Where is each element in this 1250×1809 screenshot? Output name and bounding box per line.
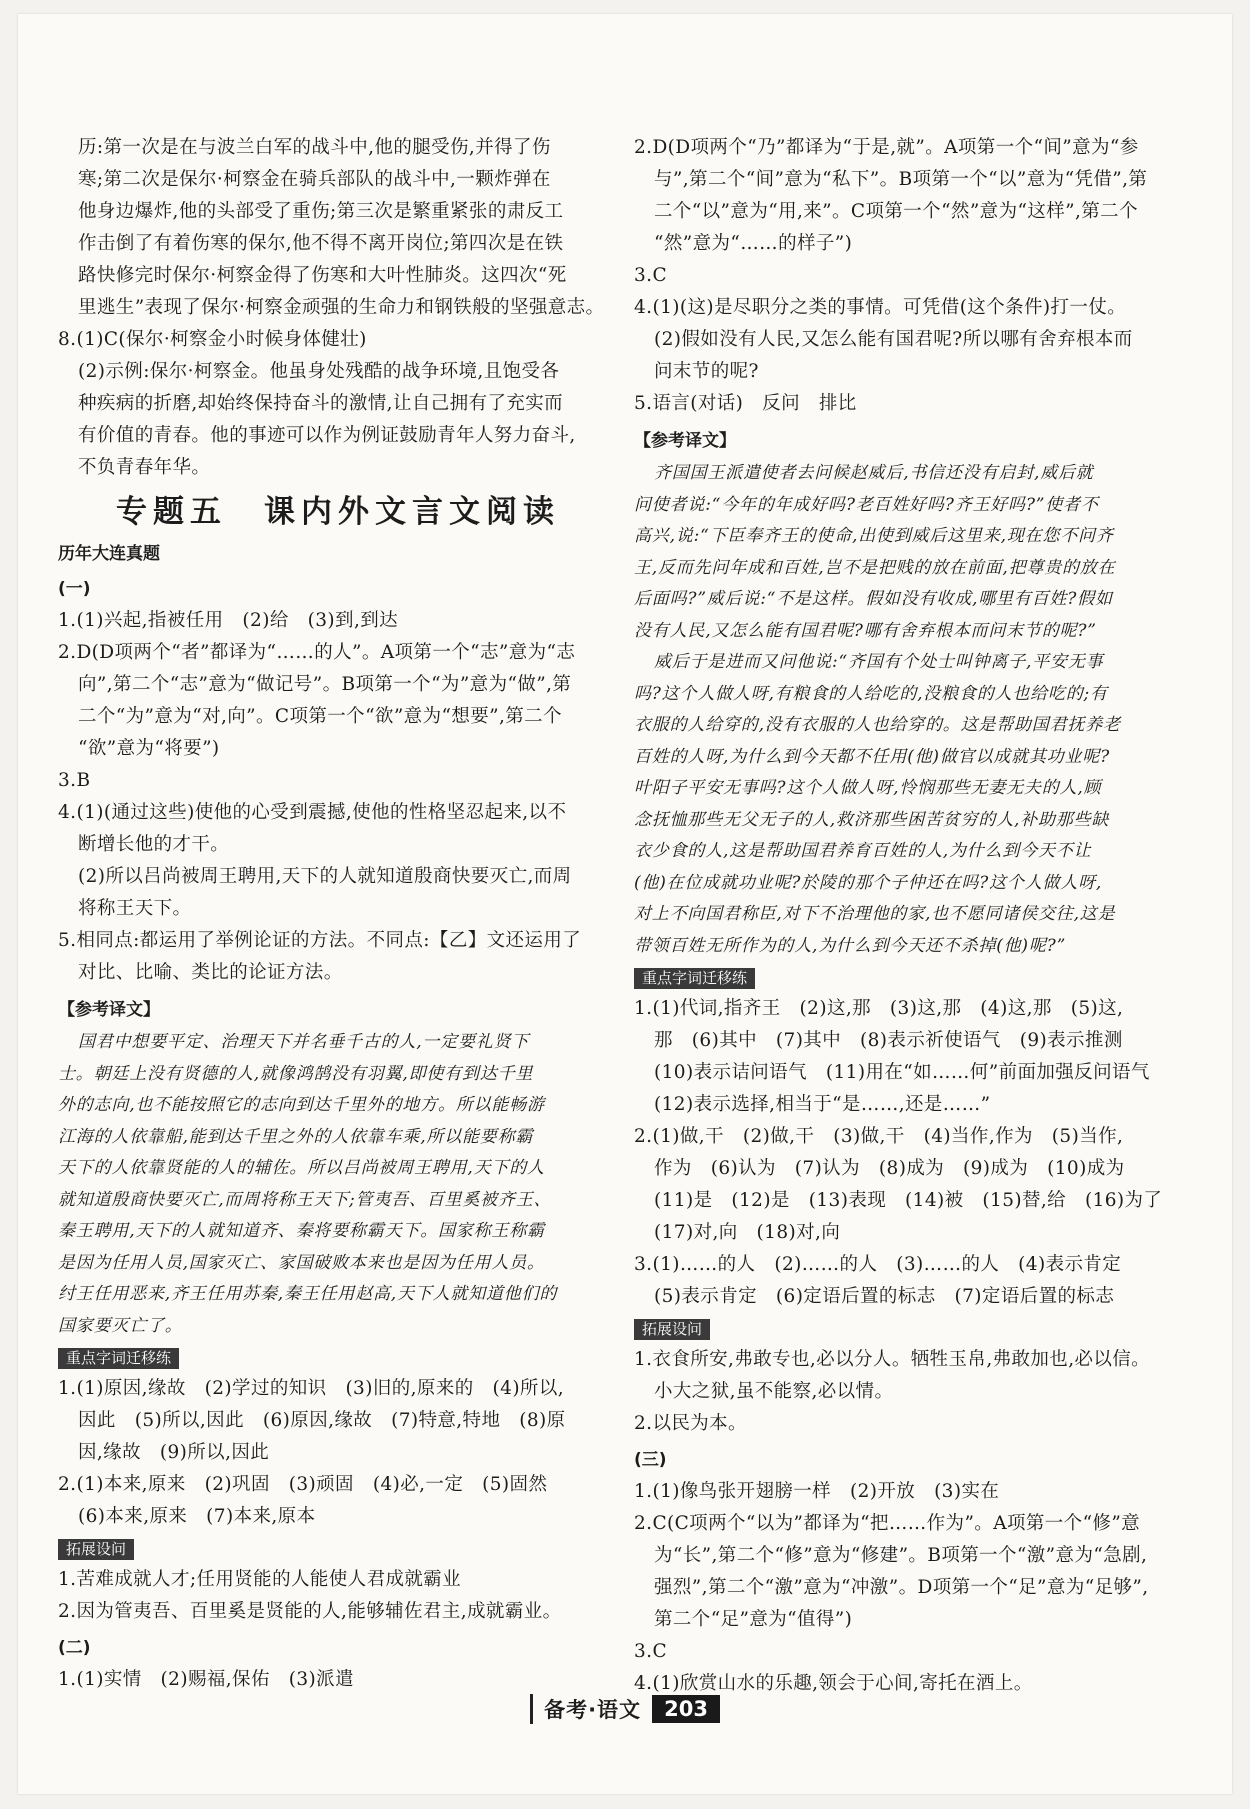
text-line: 二个“为”意为“对,向”。C项第一个“欲”意为“想要”,第二个 [78,706,562,727]
text-line: 小大之狱,虽不能察,必以情。 [654,1381,894,1402]
text-line: 因,缘故 (9)所以,因此 [78,1442,270,1463]
text-line: 没有人民,又怎么能有国君呢?哪有舍弃根本而问末节的呢?” [634,620,1097,641]
text-line: 是因为任用人员,国家灭亡、家国破败本来也是因为任用人员。 [58,1252,545,1273]
text-line: 2.D(D项两个“乃”都译为“于是,就”。A项第一个“间”意为“参 [634,137,1139,158]
text-line: 5.语言(对话) 反问 排比 [634,393,857,414]
extend-questions-2 [634,1344,1196,1440]
text-line: 1.(1)像鸟张开翅膀一样 (2)开放 (3)实在 [634,1481,1000,1502]
text-line: 4.(1)(通过这些)使他的心受到震撼,使他的性格坚忍起来,以不 [58,802,567,823]
text-line: 威后于是进而又问他说:“齐国有个处士叫钟离子,平安无事 [654,652,1104,672]
text-line: 强烈”,第二个“激”意为“冲激”。D项第一个“足”意为“足够”, [654,1577,1149,1598]
text-line: 对上不向国君称臣,对下不治理他的家,也不愿同诸侯交往,这是 [634,904,1116,924]
text-line: 问使者说:“今年的年成好吗?老百姓好吗?齐王好吗?”使者不 [634,494,1099,515]
text-line: 高兴,说:“下臣奉齐王的使命,出使到威后这里来,现在您不问齐 [634,526,1114,546]
text-line: 断增长他的才干。 [78,834,230,855]
text-line: 为“长”,第二个“修”意为“修建”。B项第一个“激”意为“急剧, [654,1545,1148,1566]
text-line: 2.C(C项两个“以为”都译为“把……作为”。A项第一个“修”意 [634,1513,1141,1534]
text-line: 1.苦难成就人才;任用贤能的人能使人君成就霸业 [58,1569,462,1590]
text-line: 历:第一次是在与波兰白军的战斗中,他的腿受伤,并得了伤 [78,137,551,158]
text-line: 3.C [634,1641,668,1662]
text-line: (17)对,向 (18)对,向 [654,1222,841,1243]
left-column [58,132,618,1696]
page-number: 203 [652,1695,720,1723]
text-line: 秦王聘用,天下的人就知道齐、秦将要称霸天下。国家称王称霸 [58,1221,545,1241]
key-words-practice-2 [634,993,1196,1313]
key-words-label: 重点字词迁移练 [634,968,755,989]
extend-question-label: 拓展设问 [58,1539,134,1560]
text-line: (12)表示选择,相当于“是……,还是……” [654,1094,991,1115]
text-line: (6)本来,原来 (7)本来,原本 [78,1506,316,1527]
text-line: 有价值的青春。他的事迹可以作为例证鼓励青年人努力奋斗, [78,425,576,446]
text-line: (11)是 (12)是 (13)表现 (14)被 (15)替,给 (16)为了 [654,1190,1163,1211]
text-line: 后面吗?”威后说:“不是这样。假如没有收成,哪里有百姓?假如 [634,589,1113,609]
text-line: 里逃生”表现了保尔·柯察金顽强的生命力和钢铁般的坚强意志。 [78,297,605,318]
text-line: 叶阳子平安无事吗?这个人做人呀,怜悯那些无妻无夫的人,顾 [634,778,1102,798]
answers-part-2 [634,132,1196,420]
text-line: 江海的人依靠船,能到达千里之外的人依靠车乘,所以能要称霸 [58,1126,534,1147]
text-line: 路快修完时保尔·柯察金得了伤寒和大叶性肺炎。这四次“死 [78,265,567,286]
extend-question-label: 拓展设问 [634,1319,710,1340]
key-words-practice-1 [58,1373,618,1533]
text-line: 2.D(D项两个“者”都译为“……的人”。A项第一个“志”意为“志 [58,642,576,663]
text-line: 1.(1)实情 (2)赐福,保佑 (3)派遣 [58,1669,354,1690]
text-line: 问末节的呢? [654,361,759,382]
text-line: 二个“以”意为“用,来”。C项第一个“然”意为“这样”,第二个 [654,201,1138,222]
text-line: 吗?这个人做人呀,有粮食的人给吃的,没粮食的人也给吃的;有 [634,683,1108,704]
text-line: 向”,第二个“志”意为“做记号”。B项第一个“为”意为“做”,第 [78,674,572,695]
text-line: 衣少食的人,这是帮助国君养育百姓的人,为什么到今天不让 [634,841,1092,861]
section-title: 专题五 课内外文言文阅读 [116,494,560,530]
text-line: 2.(1)做,干 (2)做,干 (3)做,干 (4)当作,作为 (5)当作, [634,1126,1124,1147]
text-line: 他身边爆炸,他的头部受了重伤;第三次是繁重紧张的肃反工 [78,201,564,222]
text-line: 2.因为管夷吾、百里奚是贤能的人,能够辅佐君主,成就霸业。 [58,1601,562,1622]
reference-translation-label: 【参考译文】 [58,1000,160,1020]
text-line: 3.C [634,265,668,286]
text-line: 就知道殷商快要灭亡,而周将称王天下;管夷吾、百里奚被齐王、 [58,1189,552,1210]
text-line: (2)假如没有人民,又怎么能有国君呢?所以哪有舍弃根本而 [654,329,1133,350]
text-line: (5)表示肯定 (6)定语后置的标志 (7)定语后置的标志 [654,1286,1115,1307]
reference-translation-1 [58,1027,618,1342]
part-heading: (一) [58,579,91,599]
text-line: 百姓的人呀,为什么到今天都不任用(他)做官以成就其功业呢? [634,746,1110,767]
text-line: “欲”意为“将要”) [78,738,220,759]
text-line: 作为 (6)认为 (7)认为 (8)成为 (9)成为 (10)成为 [654,1158,1125,1179]
text-line: 5.相同点:都运用了举例论证的方法。不同点:【乙】文还运用了 [58,930,582,951]
prev-answer-continuation [58,132,618,324]
text-line: 因此 (5)所以,因此 (6)原因,缘故 (7)特意,特地 (8)原 [78,1410,566,1431]
text-line: 念抚恤那些无父无子的人,救济那些困苦贫穷的人,补助那些缺 [634,809,1110,830]
text-line: 国家要灭亡了。 [58,1315,183,1336]
text-line: 3.(1)……的人 (2)……的人 (3)……的人 (4)表示肯定 [634,1254,1122,1275]
text-line: 带领百姓无所作为的人,为什么到今天还不杀掉(他)呢?” [634,935,1067,956]
key-words-label: 重点字词迁移练 [58,1348,179,1369]
extend-questions-1 [58,1564,618,1628]
text-line: 第二个“足”意为“值得”) [654,1609,853,1630]
text-line: (2)所以吕尚被周王聘用,天下的人就知道殷商快要灭亡,而周 [78,866,572,887]
text-line: 1.(1)兴起,指被任用 (2)给 (3)到,到达 [58,610,399,631]
answer-8 [58,324,618,484]
text-line: 8.(1)C(保尔·柯察金小时候身体健壮) [58,329,367,350]
right-column [634,132,1196,1700]
reference-translation-2 [634,458,1196,962]
reference-translation-label: 【参考译文】 [634,431,736,451]
text-line: 国君中想要平定、治理天下并名垂千古的人,一定要礼贤下 [78,1032,530,1052]
text-line: 天下的人依靠贤能的人的辅佐。所以吕尚被周王聘用,天下的人 [58,1158,545,1178]
text-line: 对比、比喻、类比的论证方法。 [78,962,343,983]
subsection-heading: 历年大连真题 [58,544,160,564]
text-line: 与”,第二个“间”意为“私下”。B项第一个“以”意为“凭借”,第 [654,169,1148,190]
text-line: (2)示例:保尔·柯察金。他虽身处残酷的战争环境,且饱受各 [78,361,560,382]
text-line: 王,反而先问年成和百姓,岂不是把贱的放在前面,把尊贵的放在 [634,557,1116,578]
text-line: 种疾病的折磨,却始终保持奋斗的激情,让自己拥有了充实而 [78,393,564,414]
text-line: 外的志向,也不能按照它的志向到达千里外的地方。所以能畅游 [58,1095,545,1115]
document-page [18,14,1232,1794]
footer-title: 备考·语文 [544,1698,642,1722]
text-line: “然”意为“……的样子”) [654,233,853,254]
text-line: 寒;第二次是保尔·柯察金在骑兵部队的战斗中,一颗炸弹在 [78,169,551,190]
text-line: 作击倒了有着伤寒的保尔,他不得不离开岗位;第四次是在铁 [78,233,564,254]
answers-part-1 [58,605,618,989]
text-line: 2.(1)本来,原来 (2)巩固 (3)顽固 (4)必,一定 (5)固然 [58,1474,548,1495]
text-line: 士。朝廷上没有贤德的人,就像鸿鹄没有羽翼,即使有到达千里 [58,1063,534,1084]
part-heading: (二) [58,1638,91,1658]
text-line: 3.B [58,770,91,791]
text-line: 齐国国王派遣使者去问候赵威后,书信还没有启封,威后就 [654,463,1094,483]
text-line: 4.(1)欣赏山水的乐趣,领会于心间,寄托在酒上。 [634,1673,1033,1694]
text-line: (10)表示诘问语气 (11)用在“如……何”前面加强反问语气 [654,1062,1150,1083]
text-line: 将称王天下。 [78,898,192,919]
text-line: 衣服的人给穿的,没有衣服的人也给穿的。这是帮助国君抚养老 [634,715,1121,735]
page-footer [18,1694,1232,1734]
text-line: 那 (6)其中 (7)其中 (8)表示祈使语气 (9)表示推测 [654,1030,1123,1051]
text-line: 不负青春年华。 [78,457,211,478]
footer-divider [530,1694,533,1724]
part-heading: (三) [634,1450,667,1470]
text-line: (他)在位成就功业呢?於陵的那个子仲还在吗?这个人做人呀, [634,872,1103,893]
answers-part-3 [634,1476,1196,1700]
text-line: 2.以民为本。 [634,1413,747,1434]
text-line: 1.衣食所安,弗敢专也,必以分人。牺牲玉帛,弗敢加也,必以信。 [634,1349,1151,1370]
text-line: 4.(1)(这)是尽职分之类的事情。可凭借(这个条件)打一仗。 [634,297,1127,318]
text-line: 1.(1)原因,缘故 (2)学过的知识 (3)旧的,原来的 (4)所以, [58,1378,565,1399]
text-line: 1.(1)代词,指齐王 (2)这,那 (3)这,那 (4)这,那 (5)这, [634,998,1124,1019]
text-line: 纣王任用恶来,齐王任用苏秦,秦王任用赵高,天下人就知道他们的 [58,1284,558,1304]
